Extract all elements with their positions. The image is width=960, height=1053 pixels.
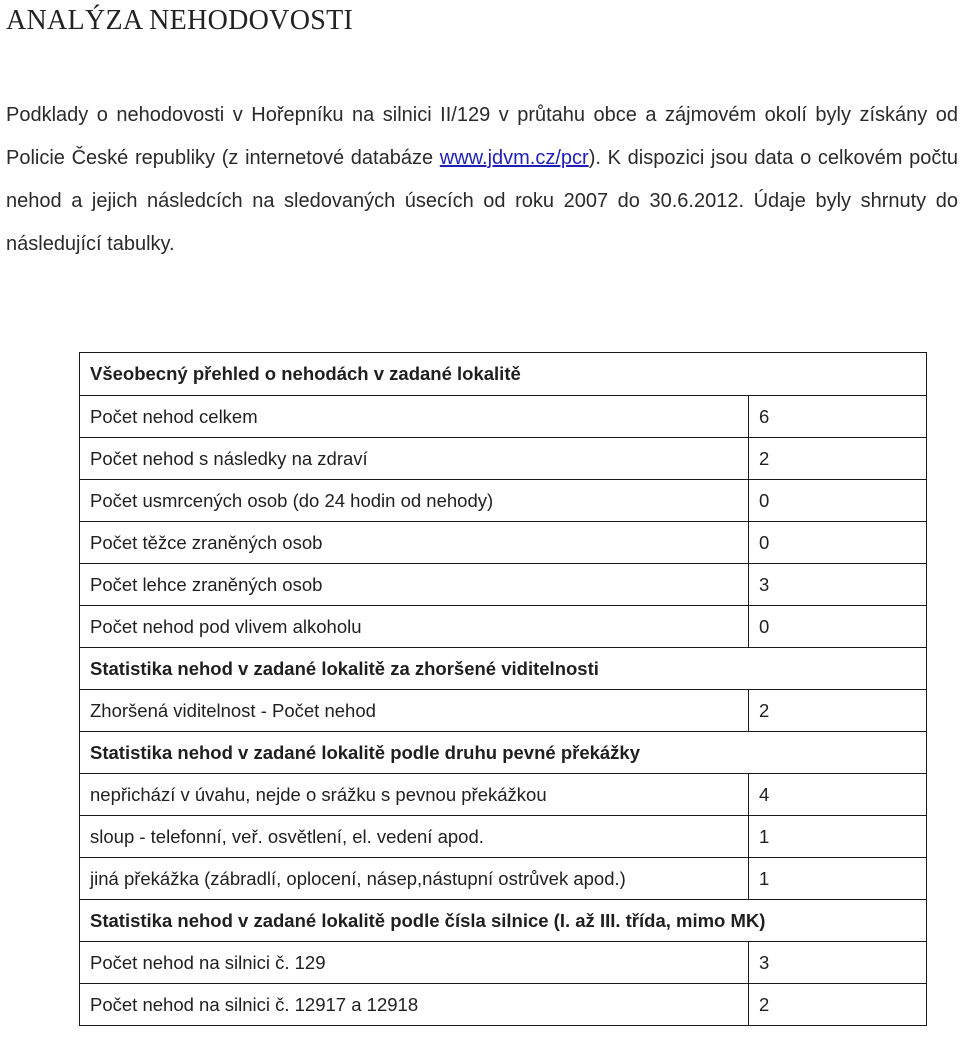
row-label: Počet nehod na silnici č. 129 bbox=[80, 942, 749, 984]
table-section-row bbox=[80, 353, 927, 396]
table-section-row bbox=[80, 900, 927, 942]
section-heading: Všeobecný přehled o nehodách v zadané lokalitě bbox=[80, 353, 927, 396]
section-heading: Statistika nehod v zadané lokalitě podle druhu pevné překážky bbox=[80, 732, 927, 774]
source-link[interactable]: www.jdvm.cz/pcr bbox=[439, 147, 589, 169]
accident-statistics-table bbox=[79, 352, 927, 1026]
row-value: 1 bbox=[749, 858, 927, 900]
row-value: 2 bbox=[749, 438, 927, 480]
row-label: Počet lehce zraněných osob bbox=[80, 564, 749, 606]
row-label: Počet nehod celkem bbox=[80, 396, 749, 438]
table-row bbox=[80, 816, 927, 858]
table-row bbox=[80, 984, 927, 1026]
table-row bbox=[80, 606, 927, 648]
table-body bbox=[80, 353, 927, 1026]
row-value: 0 bbox=[749, 606, 927, 648]
intro-text-start: Podklady o nehodovosti v Hořepníku na silnici II/129 v průtahu obce a zájmovém okolí byly získány od Policie České republiky (z internetové databáze bbox=[6, 104, 958, 169]
intro-text-end: ). K dispozici jsou data o celkovém počtu nehod a jejich následcích na sledovaných úsecích od roku 2007 do 30.6.2012. Údaje byly shrnuty do následující tabulky. bbox=[6, 147, 958, 255]
table-row bbox=[80, 564, 927, 606]
row-label: sloup - telefonní, veř. osvětlení, el. vedení apod. bbox=[80, 816, 749, 858]
table-row bbox=[80, 522, 927, 564]
section-heading: Statistika nehod v zadané lokalitě za zhoršené viditelnosti bbox=[80, 648, 927, 690]
row-value: 2 bbox=[749, 984, 927, 1026]
table-section-row bbox=[80, 648, 927, 690]
row-label: Počet nehod pod vlivem alkoholu bbox=[80, 606, 749, 648]
row-value: 3 bbox=[749, 942, 927, 984]
row-label: Počet nehod s následky na zdraví bbox=[80, 438, 749, 480]
table-row bbox=[80, 858, 927, 900]
table-row bbox=[80, 942, 927, 984]
table-row bbox=[80, 480, 927, 522]
row-label: nepřichází v úvahu, nejde o srážku s pevnou překážkou bbox=[80, 774, 749, 816]
table-row bbox=[80, 774, 927, 816]
row-value: 0 bbox=[749, 480, 927, 522]
table-row bbox=[80, 438, 927, 480]
page-title: ANALÝZA NEHODOVOSTI bbox=[6, 5, 354, 36]
table-row bbox=[80, 396, 927, 438]
table-row bbox=[80, 690, 927, 732]
row-value: 1 bbox=[749, 816, 927, 858]
row-value: 0 bbox=[749, 522, 927, 564]
row-label: Zhoršená viditelnost - Počet nehod bbox=[80, 690, 749, 732]
intro-paragraph bbox=[6, 94, 958, 266]
row-value: 6 bbox=[749, 396, 927, 438]
row-label: Počet usmrcených osob (do 24 hodin od nehody) bbox=[80, 480, 749, 522]
row-label: jiná překážka (zábradlí, oplocení, násep,nástupní ostrůvek apod.) bbox=[80, 858, 749, 900]
row-label: Počet nehod na silnici č. 12917 a 12918 bbox=[80, 984, 749, 1026]
table-section-row bbox=[80, 732, 927, 774]
row-value: 2 bbox=[749, 690, 927, 732]
row-value: 3 bbox=[749, 564, 927, 606]
row-label: Počet těžce zraněných osob bbox=[80, 522, 749, 564]
row-value: 4 bbox=[749, 774, 927, 816]
section-heading: Statistika nehod v zadané lokalitě podle čísla silnice (I. až III. třída, mimo MK) bbox=[80, 900, 927, 942]
